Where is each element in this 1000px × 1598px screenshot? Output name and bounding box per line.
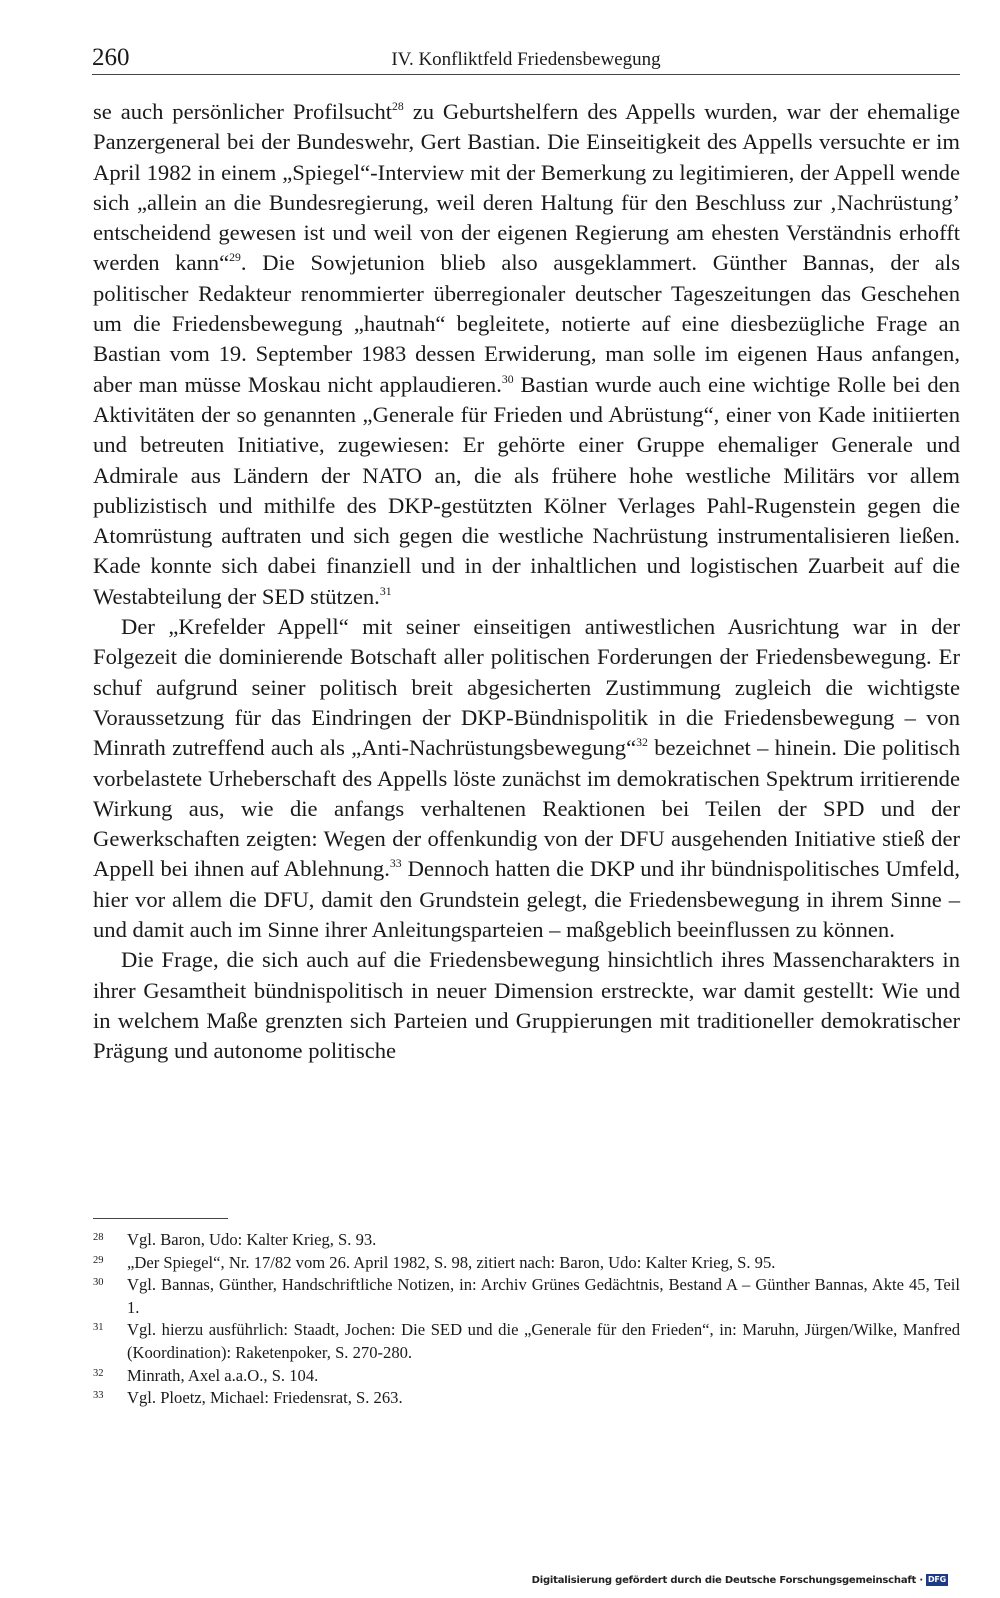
footnote (93, 1274, 960, 1319)
footnote-ref[interactable]: 29 (229, 251, 241, 265)
footnote-ref[interactable]: 33 (389, 857, 402, 871)
footnote-ref[interactable]: 30 (501, 372, 514, 386)
footnote-ref[interactable]: 28 (392, 100, 404, 114)
footnote-number: 33 (93, 1390, 104, 1402)
digitization-credit (532, 1574, 948, 1586)
footnote-text: Minrath, Axel a.a.O., S. 104. (127, 1365, 319, 1385)
footnote-divider (93, 1218, 228, 1219)
footnote-text: Vgl. Bannas, Günther, Handschriftliche Notizen, in: Archiv Grünes Gedächtnis, Bestand A – Günther Bannas, Akte 45, Teil 1. (127, 1275, 960, 1317)
footnote-number: 32 (93, 1367, 104, 1379)
footnote-ref[interactable]: 32 (636, 736, 648, 750)
footnote-number: 29 (93, 1254, 104, 1266)
paragraph: Der „Krefelder Appell“ mit seiner einseitigen antiwestlichen Ausrichtung war in der Folgezeit die dominierende Botschaft aller politischen Forderungen der Friedensbewegung. Er schuf aufgrund seiner politisch breit abgesicherten Zustimmung zugleich die wichtigste Voraussetzung für das Eindringen der DKP-Bündnispolitik in die Friedensbewegung – von Minrath zutreffend auch als „Anti-Nachrüstungsbewegung“$^{32}$ bezeichnet – hinein. Die politisch vorbelastete Urheberschaft des Appells löste zunächst im demokratischen Spektrum irritierende Wirkung aus, wie die anfangs verhaltenen Reaktionen bei Teilen der SPD und der Gewerkschaften zeigten: Wegen der offenkundig von der DFU ausgehenden Initiative stieß der Appell bei ihnen auf Ablehnung.$^{33}$ Dennoch hatten die DKP und ihr bündnispolitisches Umfeld, hier vor allem die DFU, damit den Grundstein gelegt, die Friedensbewegung in ihrem Sinne – und damit auch im Sinne ihrer Anleitungsparteien – maßgeblich beeinflussen zu können. (93, 614, 960, 943)
paragraph: se auch persönlicher Profilsucht$^{28}$ zu Geburtshelfern des Appells wurden, war der ehemalige Panzergeneral bei der Bundeswehr, Gert Bastian. Die Einseitigkeit des Appells versuchte er im April 1982 in einem „Spiegel“-Interview mit der Bemerkung zu legitimieren, der Appell wende sich „allein an die Bundesregierung, weil deren Haltung für den Beschluss zur ‚Nachrüstung’ entscheidend gewesen ist und weil von der eigenen Regierung am ehesten Verständnis erhofft werden kann“$^{29}$. Die Sowjetunion blieb also ausgeklammert. Günther Bannas, der als politischer Redakteur renommierter überregionaler deutscher Tageszeitungen das Geschehen um die Friedensbewegung „hautnah“ begleitete, notierte auf eine diesbezügliche Frage an Bastian vom 19. September 1983 dessen Erwiderung, man solle im eigenen Haus anfangen, aber man müsse Moskau nicht applaudieren.$^{30}$ Bastian wurde auch eine wichtige Rolle bei den Aktivitäten der so genannten „Generale für Frieden und Abrüstung“, einer von Kade initiierten und betreuten Initiative, zugewiesen: Er gehörte einer Gruppe ehemaliger Generale und Admirale aus Ländern der NATO an, die als frühere hohe westliche Militärs vor allem publizistisch und mithilfe des DKP-gestützten Kölner Verlages Pahl-Rugenstein gegen die Atomrüstung auftraten und sich gegen die westliche Nachrüstung instrumentalisieren ließen. Kade konnte sich dabei finanziell und in der inhaltlichen und logistischen Zuarbeit auf die Westabteilung der SED stützen.$^{31}$ (93, 99, 960, 609)
footnote-text: „Der Spiegel“, Nr. 17/82 vom 26. April 1982, S. 98, zitiert nach: Baron, Udo: Kalter Krieg, S. 95. (127, 1252, 776, 1272)
footnotes (93, 1229, 960, 1410)
footnote-text: Vgl. hierzu ausführlich: Staadt, Jochen: Die SED und die „Generale für den Frieden“, in: Maruhn, Jürgen/Wilke, Manfred (Koordination): Raketenpoker, S. 270-280. (127, 1320, 960, 1362)
paragraph: Die Frage, die sich auch auf die Friedensbewegung hinsichtlich ihres Massencharakters in ihrer Gesamtheit bündnispolitisch in neuer Dimension erstreckte, war damit gestellt: Wie und in welchem Maße grenzten sich Parteien und Gruppierungen mit traditioneller demokratischer Prägung und autonome politische (93, 947, 960, 1064)
dfg-logo: DFG (927, 1575, 947, 1584)
footnote-number: 28 (93, 1232, 104, 1243)
footnote (93, 1365, 960, 1388)
footnote-text: Vgl. Ploetz, Michael: Friedensrat, S. 263. (127, 1388, 403, 1408)
footnote (93, 1229, 960, 1252)
footnote-number: 31 (93, 1322, 104, 1334)
footnote (93, 1387, 960, 1410)
body-text (93, 97, 960, 1067)
credit-text: Digitalisierung gefördert durch die Deutsche Forschungsgemeinschaft · (531, 1575, 923, 1586)
running-title: IV. Konfliktfeld Friedensbewegung (391, 49, 661, 70)
footnote (93, 1252, 960, 1275)
page-header (92, 44, 960, 75)
footnote-ref[interactable]: 31 (379, 584, 392, 598)
footnote-number: 30 (93, 1277, 104, 1289)
page-number: 260 (92, 44, 130, 71)
footnote-text: Vgl. Baron, Udo: Kalter Krieg, S. 93. (127, 1230, 377, 1249)
footnote (93, 1319, 960, 1364)
